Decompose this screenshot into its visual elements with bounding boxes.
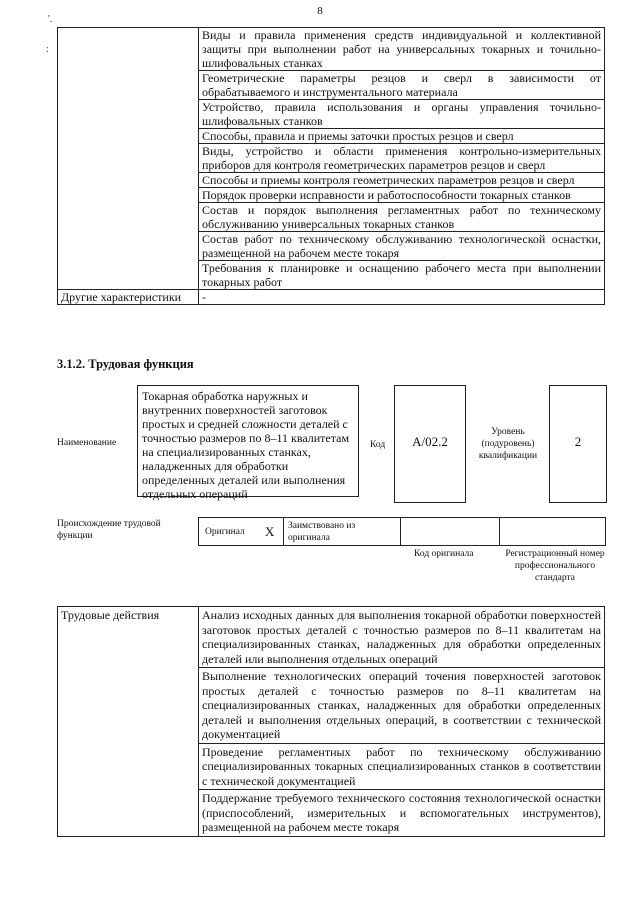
code-box [394,385,466,503]
skill-row: Виды и правила применения средств индивидуальной и коллективной защиты при выполнении работ на универсальных токарных и точильно-шлифовальных станках [199,28,605,71]
skill-row: Устройство, правила использования и органы управления точильно-шлифовальных станков [199,100,605,129]
labor-actions-label: Трудовые действия [58,607,199,837]
code-label: Код [370,440,386,450]
level-box [549,385,607,503]
skill-row: Виды, устройство и области применения контрольно-измерительных приборов для контроля геометрических параметров резцов и сверл [199,144,605,173]
origin-divider [283,518,284,545]
other-characteristics-value: - [199,290,605,305]
skill-row: Требования к планировке и оснащению рабочего места при выполнении токарных работ [199,261,605,290]
function-name-box [137,385,359,501]
borrowed-label: Заимствовано из оригинала [288,521,356,543]
action-row: Проведение регламентных работ по техническому обслуживанию специализированных токарных специализированных станков в соответствии с технической документацией [199,743,605,790]
name-label: Наименование [57,438,117,448]
function-name-text: Токарная обработка наружных и внутренних поверхностей заготовок простых и средней сложности деталей с точностью размеров по 8–11 квалитетам на специализированных станках, наладженных для обработки определенных деталей или выполнения отдельных операций [142,389,350,501]
skill-row: Способы и приемы контроля геометрических параметров резцов и сверл [199,173,605,188]
original-mark: X [265,524,275,539]
code-original-caption: Код оригинала [414,549,474,559]
code-value: А/02.2 [412,434,448,449]
skill-row: Способы, правила и приемы заточки простых резцов и сверл [199,129,605,144]
skill-row: Состав работ по техническому обслуживанию технологической оснастки, размещенной на рабочем месте токаря [199,232,605,261]
other-characteristics-label: Другие характеристики [58,290,199,305]
section-heading: 3.1.2. Трудовая функция [57,357,194,371]
origin-label: Происхождение трудовой функции [57,519,161,541]
scan-speck: '. [48,14,53,25]
level-label: Уровень (подуровень) квалификации [478,427,538,461]
action-row: Выполнение технологических операций точения поверхностей заготовок простых деталей с точностью размеров по 8–11 квалитетам на специализированных станках, наладженных для обработки определенных деталей и выполнения отдельных операций, в соответствии с технической документацией [199,668,605,744]
skills-label-cell [58,28,199,290]
level-value: 2 [574,434,582,449]
action-row: Анализ исходных данных для выполнения токарной обработки поверхностей заготовок простых деталей с точностью размеров по 8–11 квалитетам на специализированных станках, наладженных для обработки определенных деталей или выполнения отдельных операций [199,607,605,668]
skill-row: Геометрические параметры резцов и сверл в зависимости от обрабатываемого и инструментального материала [199,71,605,100]
scan-speck: : [46,44,49,55]
page-number: 8 [317,5,323,17]
skill-row: Порядок проверки исправности и работоспособности токарных станков [199,188,605,203]
origin-divider [499,518,500,545]
origin-row [198,517,606,546]
skills-table [57,27,605,305]
origin-divider [400,518,401,545]
reg-number-caption: Регистрационный номер профессионального стандарта [505,549,605,583]
skill-row: Состав и порядок выполнения регламентных работ по техническому обслуживанию универсальных токарных станков [199,203,605,232]
labor-actions-table [57,606,605,837]
action-row: Поддержание требуемого технического состояния технологической оснастки (приспособлений, измерительных и вспомогательных инструментов), размещенной на рабочем месте токаря [199,790,605,837]
original-label: Оригинал [205,527,245,537]
